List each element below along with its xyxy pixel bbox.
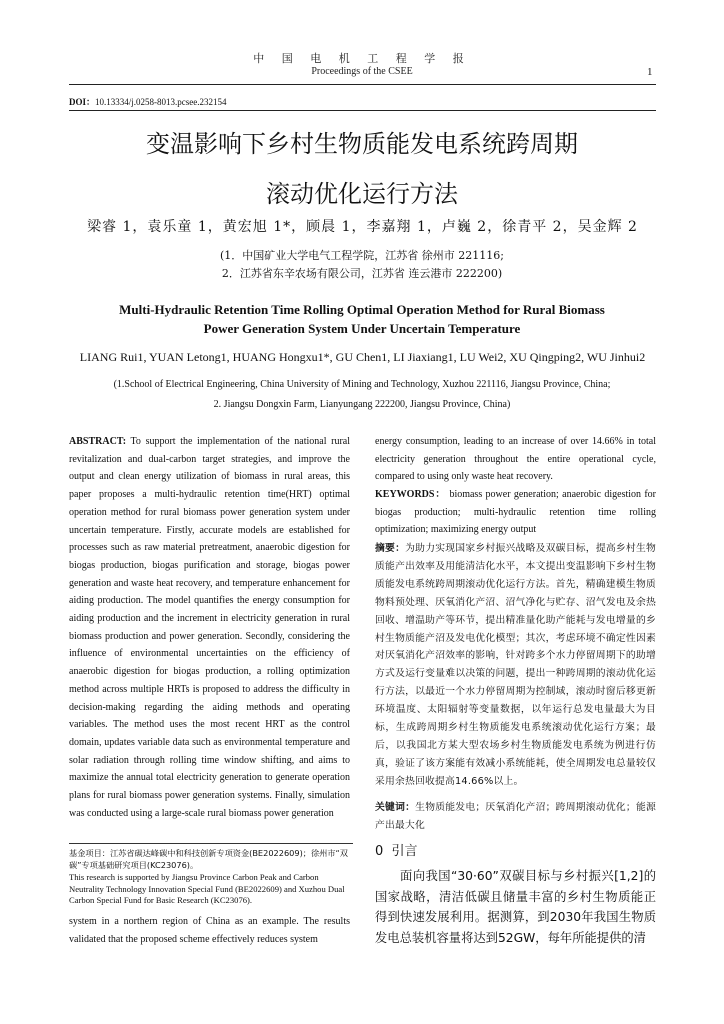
keywords-cn-label: 关键词： <box>375 802 416 813</box>
title-cn-line1: 变温影响下乡村生物质能发电系统跨周期 <box>146 130 578 158</box>
abstract-en-label: ABSTRACT: <box>69 436 127 447</box>
keywords-en-label: KEYWORDS： <box>375 489 447 500</box>
affiliation-cn-1: (1．中国矿业大学电气工程学院，江苏省 徐州市 221116; <box>220 249 504 262</box>
journal-title-en: Proceedings of the CSEE <box>311 66 413 77</box>
section-heading-intro <box>375 840 418 859</box>
affiliation-en-2: 2. Jiangsu Dongxin Farm, Lianyungang 222200, Jiangsu Province, China) <box>213 399 511 410</box>
keywords-en <box>375 486 656 539</box>
page-number: 1 <box>647 66 653 78</box>
doi <box>69 95 227 108</box>
title-en-line1: Multi-Hydraulic Retention Time Rolling Optimal Operation Method for Rural Biomass <box>119 302 605 317</box>
authors-cn: 梁睿 1，袁乐童 1，黄宏旭 1*，顾晨 1，李嘉翔 1，卢巍 2，徐青平 2，吴金辉 2 <box>87 219 638 235</box>
abstract-cn-text: 为助力实现国家乡村振兴战略及双碳目标，提高乡村生物质能产出效率及用能清洁化水平，本文提出变温影响下乡村生物质能发电系统跨周期滚动优化运行方法。首先，精确建模生物质物料预处理、厌氧消化产沼、沼气净化与贮存、沼气发电及余热回收、增温助产等环节，提出精准量化助产能耗与发电增量的乡村生物质能产沼及发电优化模型；其次，考虑环境不确定性因素对厌氧消化产沼效率的影响，针对跨多个水力停留周期下的助增方式及运行变量难以决策的问题，提出一种跨周期的滚动优化运行方法，以最近一个水力停留周期为控制域，滚动时窗后移更新环境温度、太阳辐射等变量数据，以年运行总发电量最大为目标，生成跨周期乡村生物质能发电系统滚动优化运行方案；最后，以我国北方某大型农场乡村生物质能发电系统为例进行仿真，验证了该方案能有效减小系统能耗，使全周期发电总量较仅采用余热回收提高14.66%以上。 <box>375 543 657 787</box>
keywords-en-text: biomass power generation; anaerobic digestion for biogas production; multi-hydraulic retention time rolling optimization; maximizing energy output <box>375 489 657 536</box>
abstract-en-text: To support the implementation of the national rural revitalization and dual-carbon target strategies, and improve the output and clean energy utilization of biomass in rural areas, this paper proposes a multi-hydraulic retention time(HRT) optimal operation method for rural biomass power generation system under uncertain temperature. Firstly, accurate models are established for processes such as raw material pretreatment, anaerobic digestion for biogas production, biogas purification and storage, biogas power generation and waste heat recovery, and temperature enhancement for aiding production. The model quantifies the energy consumption for aiding production and the increment in electricity generation in rural biomass production and power generation. Secondly, considering the influence of environmental uncertainties on the efficiency of anaerobic digestion for biogas production, a rolling optimization method across multiple HRTs is proposed to address the difficulty in decision-making regarding the aiding methods and operating variables. The method uses the most recent HRT as the control domain, updates variable data such as environmental temperature and solar radiation through rolling time window shifting, and aims to maximize the annual total electricity generation to generate operation plans for rural biomass power generation systems. Finally, simulation was conducted using a large-scale rural biomass power generation <box>69 436 350 819</box>
keywords-cn-text: 生物质能发电；厌氧消化产沼；跨周期滚动优化；能源产出最大化 <box>375 802 656 831</box>
header-rule <box>69 84 656 85</box>
intro-paragraph: 面向我国“30·60”双碳目标与乡村振兴[1,2]的国家战略，清洁低碳且储量丰富的乡村生物质能正得到快速发展利用。据测算，到2030年我国生物质发电总装机容量将达到52GW，每年所能提供的清 <box>375 869 656 945</box>
authors-en: LIANG Rui1, YUAN Letong1, HUANG Hongxu1*, GU Chen1, LI Jiaxiang1, LU Wei2, XU Qingping2, WU Jinhui2 <box>79 350 646 364</box>
abstract-en <box>69 433 350 822</box>
fund-en: This research is supported by Jiangsu Province Carbon Peak and Carbon Neutrality Technology Innovation Special Fund (BE2022609) and Xuzhou Dual Carbon Special Fund for Basic Research (KC23076). <box>69 872 345 905</box>
doi-label: DOI： <box>69 97 96 107</box>
fund-cn: 基金项目：江苏省碳达峰碳中和科技创新专项资金(BE2022609)；徐州市“双碳”专项基础研究项目(KC23076)。 <box>69 848 348 870</box>
title-cn-line2: 滚动优化运行方法 <box>266 180 458 208</box>
title-en-line2: Power Generation System Under Uncertain Temperature <box>203 321 521 336</box>
affiliation-cn-2: 2．江苏省东辛农场有限公司，江苏省 连云港市 222200) <box>221 267 503 280</box>
section-number: 0 <box>375 844 384 859</box>
abstract-cn-label: 摘要： <box>375 543 406 554</box>
journal-title-cn: 中 国 电 机 工 程 学 报 <box>253 52 471 65</box>
abstract-en-end: energy consumption, leading to an increase of over 14.66% in total electricity generation throughout the entire operational cycle, compared to using only waste heat recovery. <box>375 436 656 483</box>
footnote-rule <box>69 843 353 844</box>
affiliation-en-1: (1.School of Electrical Engineering, China University of Mining and Technology, Xuzhou 221116, Jiangsu Province, China; <box>113 379 611 390</box>
keywords-cn <box>375 799 656 835</box>
doi-rule <box>69 110 656 111</box>
section-title: 引言 <box>391 844 418 859</box>
abstract-en-continued: system in a northern region of China as an example. The results validated that the proposed scheme effectively reduces system <box>69 916 350 945</box>
abstract-cn <box>375 540 656 791</box>
doi-value[interactable]: 10.13334/j.0258-8013.pcsee.232154 <box>95 97 227 107</box>
